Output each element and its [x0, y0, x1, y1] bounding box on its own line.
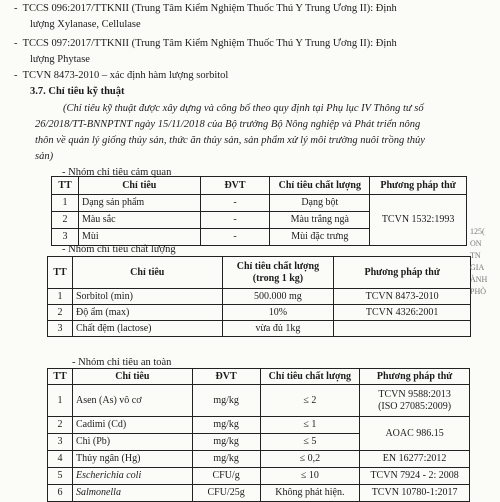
section-note-line3: thôn về quản lý giống thủy sản, thức ăn thủy sản, sản phẩm xử lý môi trường nuôi trồng thủy — [35, 135, 425, 146]
table-row: 5 Escherichia coli CFU/g ≤ 10 TCVN 7924 - 2: 2008 — [48, 468, 470, 485]
group2-label: - Nhóm chỉ tiêu chất lượng — [62, 244, 176, 255]
table-row: 2 Cadimi (Cd) mg/kg ≤ 1 AOAC 986.15 — [48, 417, 470, 434]
header-method: Phương pháp thử — [370, 177, 467, 195]
table-row: 1 Sorbitol (min) 500.000 mg TCVN 8473-2010 — [48, 289, 471, 305]
sensory-table — [51, 176, 467, 246]
merged-method: AOAC 986.15 — [360, 417, 470, 451]
table-row: 3 Chì (Pb) mg/kg ≤ 5 — [48, 434, 470, 451]
table-row: 6 Salmonella CFU/25g Không phát hiện. TCVN 10780-1:2017 — [48, 485, 470, 502]
section-heading: 3.7. Chỉ tiêu kỹ thuật — [30, 86, 125, 97]
header-criterion: Chỉ tiêu — [72, 257, 222, 289]
table-row: 1 Asen (As) vô cơ mg/kg ≤ 2 TCVN 9588:2013 (ISO 27085:2009) — [48, 385, 470, 417]
section-note-line2: 26/2018/TT-BNNPTNT ngày 15/11/2018 của Bộ trưởng Bộ Nông nghiệp và Phát triển nông — [35, 119, 421, 130]
header-quality: Chỉ tiêu chất lượng (trong 1 kg) — [222, 257, 334, 289]
quality-table — [47, 256, 471, 337]
header-tt: TT — [52, 177, 79, 195]
table-row: 2 Màu sắc - Màu trắng ngà — [52, 212, 467, 229]
table-row: 3 Chất đệm (lactose) vừa đủ 1kg — [48, 321, 471, 337]
sensory-method: TCVN 1532:1993 — [370, 195, 467, 246]
header-criterion: Chỉ tiêu — [78, 177, 200, 195]
table-row: 3 Mùi - Mùi đặc trưng — [52, 229, 467, 246]
header-criterion: Chỉ tiêu — [72, 369, 192, 385]
header-unit: ĐVT — [200, 177, 270, 195]
section-note-line1: (Chỉ tiêu kỹ thuật được xây dựng và công bố theo quy định tại Phụ lục IV Thông tư số — [63, 103, 424, 114]
header-quality: Chỉ tiêu chất lượng — [260, 369, 360, 385]
standard-item-2-line2: lượng Phytase — [30, 54, 90, 65]
group3-label: - Nhóm chỉ tiêu an toàn — [72, 357, 172, 368]
safety-table — [47, 368, 470, 502]
section-note-line4: sản) — [35, 151, 54, 162]
table-row: 4 Thủy ngân (Hg) mg/kg ≤ 0,2 EN 16277:2012 — [48, 451, 470, 468]
standard-item-2-line1: - TCCS 097:2017/TTKNII (Trung Tâm Kiểm Nghiệm Thuốc Thú Y Trung Ương II): Định — [14, 38, 397, 49]
header-tt: TT — [48, 257, 73, 289]
group1-label: - Nhóm chỉ tiêu cảm quan — [62, 167, 172, 178]
header-tt: TT — [48, 369, 73, 385]
table-row: 1 Dạng sản phẩm - Dạng bột TCVN 1532:1993 — [52, 195, 467, 212]
table-row: 2 Độ ẩm (max) 10% TCVN 4326:2001 — [48, 305, 471, 321]
standard-item-1-line1: - TCCS 096:2017/TTKNII (Trung Tâm Kiểm Nghiệm Thuốc Thú Y Trung Ương II): Định — [14, 3, 397, 14]
standard-item-3: - TCVN 8473-2010 – xác định hàm lượng sorbitol — [14, 70, 229, 81]
header-quality: Chỉ tiêu chất lượng — [270, 177, 370, 195]
header-unit: ĐVT — [192, 369, 260, 385]
margin-note: 125( ON TN GIA ÀNH PHÒ — [470, 227, 488, 296]
header-method: Phương pháp thử — [360, 369, 470, 385]
standard-item-1-line2: lượng Xylanase, Cellulase — [30, 19, 141, 30]
header-method: Phương pháp thử — [334, 257, 471, 289]
